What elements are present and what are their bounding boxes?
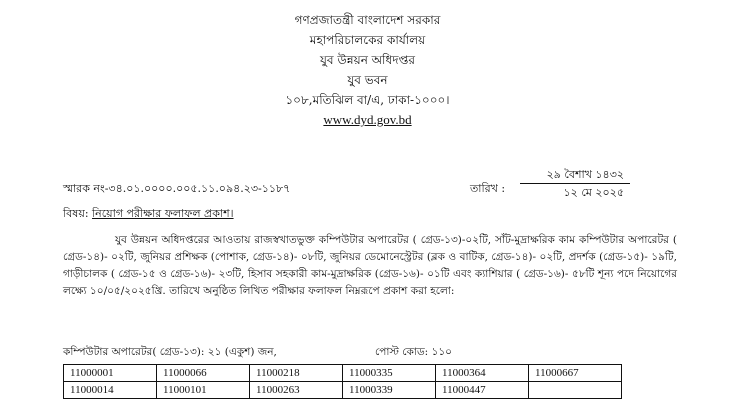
roll-cell: 11000335: [343, 365, 436, 382]
table-row: [64, 365, 622, 382]
roll-cell: 11000101: [157, 382, 250, 399]
memo-reference: স্মারক নং-৩৪.০১.০০০০.০০৫.১১.০৯৪.২৩-১১৮৭: [63, 182, 291, 195]
date-label: তারিখ :: [470, 182, 506, 195]
letterhead: [0, 10, 735, 130]
roll-cell: [529, 382, 622, 399]
body-text: যুব উন্নয়ন অধিদপ্তরের আওতায় রাজস্বখাতভুক্ত কম্পিউটার অপারেটর ( গ্রেড-১৩)-০২টি, সাঁট-মুদ্রাক্ষরিক কাম কম্পিউটার অপারেটর ( গ্রেড-১৪)- ০২টি, জুনিয়র প্রশিক্ষক (পোশাক, গ্রেড-১৪)- ০৮টি, জুনিয়র ডেমোনেস্ট্রেটর (ব্লক ও বাটিক, গ্রেড-১৪)- ০২টি, প্রদর্শক (গ্রেড-১৫)- ১৯টি, গাড়ীচালক ( গ্রেড-১৫ ও গ্রেড-১৬)- ২৩টি, হিসাব সহকারী কাম-মুদ্রাক্ষরিক (গ্রেড-১৬)- ০১টি এবং ক্যাশিয়ার ( গ্রেড-১৬)- ৫৮টি শূন্য পদে নিয়োগের লক্ষ্যে ১০/০৫/২০২৫খ্রি. তারিখে অনুষ্ঠিত লিখিত পরীক্ষার ফলাফল নিম্নরূপে প্রকাশ করা হলো:: [63, 234, 677, 297]
section-title: কম্পিউটার অপারেটর( গ্রেড-১৩): ২১ (একুশ) জন,: [63, 346, 277, 358]
roll-cell: 11000339: [343, 382, 436, 399]
roll-cell: 11000447: [436, 382, 529, 399]
roll-cell: 11000263: [250, 382, 343, 399]
roll-cell: 11000066: [157, 365, 250, 382]
website-link[interactable]: www.dyd.gov.bd: [323, 112, 412, 127]
subject-row: [63, 205, 234, 224]
roll-cell: 11000218: [250, 365, 343, 382]
body-paragraph: [63, 232, 677, 300]
subject-text: নিয়োগ পরীক্ষার ফলাফল প্রকাশ।: [92, 207, 234, 220]
header-govt: গণপ্রজাতন্ত্রী বাংলাদেশ সরকার: [294, 13, 441, 27]
results-table: [63, 364, 622, 399]
roll-cell: 11000667: [529, 365, 622, 382]
roll-cell: 11000364: [436, 365, 529, 382]
header-building: যুব ভবন: [347, 73, 388, 87]
table-row: [64, 382, 622, 399]
section-heading: [63, 345, 677, 362]
header-department: যুব উন্নয়ন অধিদপ্তর: [320, 53, 415, 67]
header-office: মহাপরিচালকের কার্যালয়: [309, 33, 426, 47]
post-code: পোস্ট কোড: ১১০: [375, 346, 453, 358]
subject-label: বিষয়:: [63, 207, 89, 220]
header-address: ১০৮,মতিঝিল বা/এ, ঢাকা-১০০০।: [285, 93, 450, 107]
roll-cell: 11000001: [64, 365, 157, 382]
date-english: ১২ মে ২০২৫: [563, 186, 624, 199]
date-box: [520, 166, 630, 201]
date-bangla: ২৯ বৈশাখ ১৪৩২: [520, 166, 630, 184]
roll-cell: 11000014: [64, 382, 157, 399]
header-url-row: [0, 110, 735, 130]
